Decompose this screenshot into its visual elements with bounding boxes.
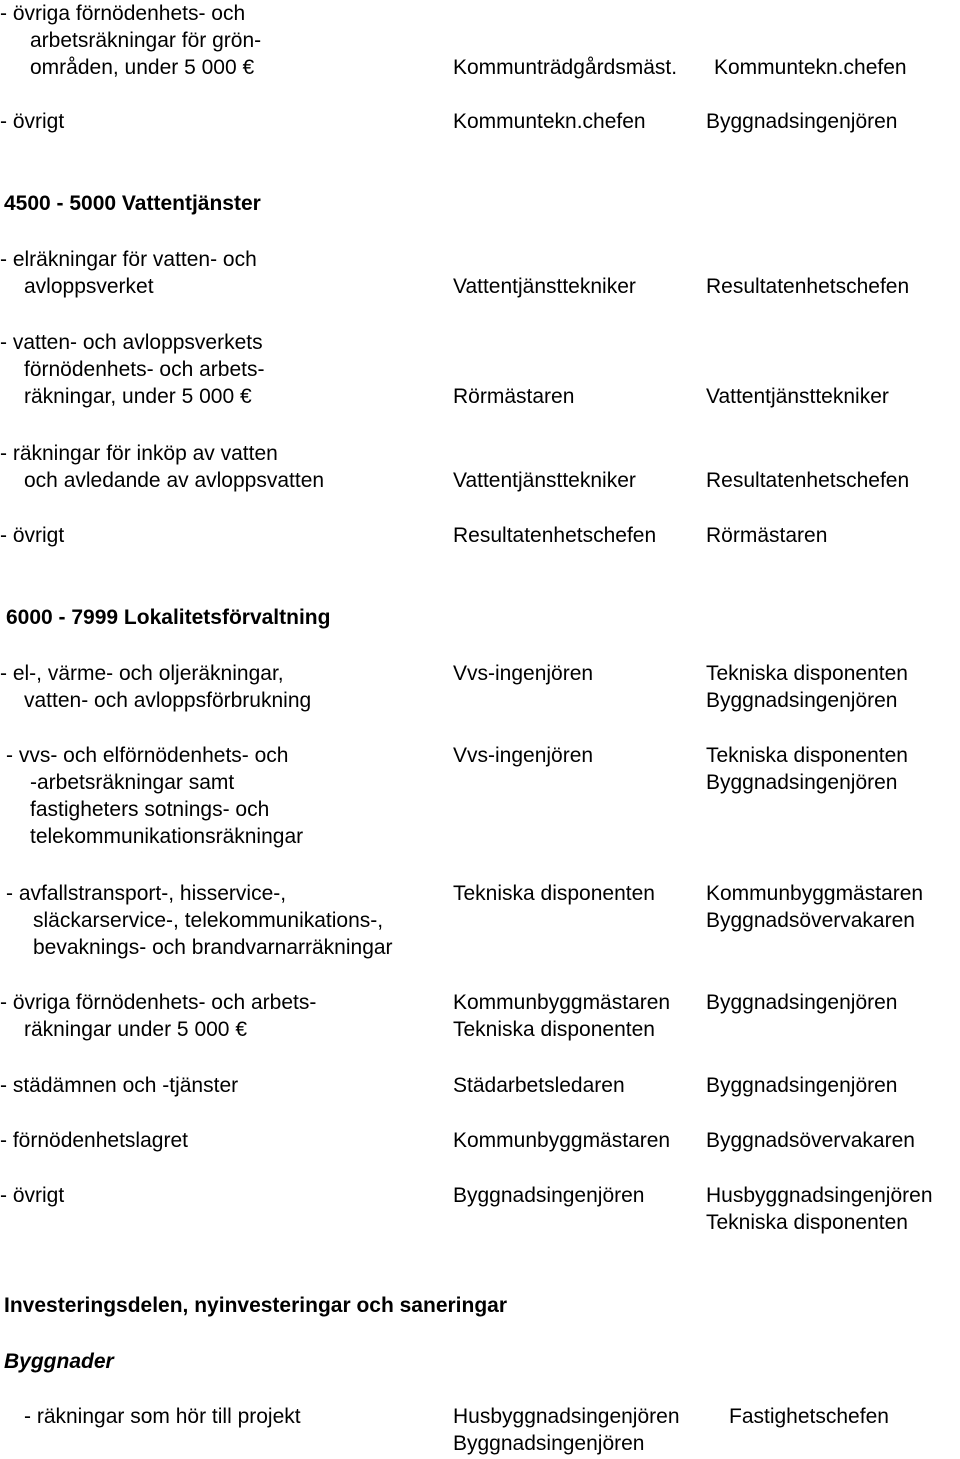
approver-col: Vvs-ingenjören (453, 744, 594, 767)
row-desc-line: släckarservice-, telekommunikations-, (33, 909, 384, 932)
deputy-col: Kommunbyggmästaren (706, 882, 924, 905)
row-desc-line: - övrigt (0, 524, 65, 547)
row-desc-line: - övriga förnödenhets- och (0, 2, 246, 25)
row-desc-line: vatten- och avloppsförbrukning (24, 689, 312, 712)
deputy-col: Byggnadsingenjören (706, 110, 898, 133)
deputy-col: Byggnadsingenjören (706, 771, 898, 794)
deputy-col: Byggnadsingenjören (706, 991, 898, 1014)
deputy-col: Tekniska disponenten (706, 1211, 908, 1234)
row-desc-line: - räkningar som hör till projekt (24, 1405, 301, 1428)
row-desc-line: räkningar, under 5 000 € (24, 385, 252, 408)
row-desc-line: bevaknings- och brandvarnarräkningar (33, 936, 393, 959)
approver-col: Kommuntekn.chefen (453, 110, 646, 133)
row-desc-line: - övrigt (0, 110, 65, 133)
row-desc-line: - räkningar för inköp av vatten (0, 442, 278, 465)
row-desc-line: - övrigt (0, 1184, 65, 1207)
row-desc-line: - elräkningar för vatten- och (0, 248, 257, 271)
deputy-col: Tekniska disponenten (706, 662, 908, 685)
row-desc-line: räkningar under 5 000 € (24, 1018, 247, 1041)
deputy-col: Resultatenhetschefen (706, 275, 910, 298)
row-desc-line: - el-, värme- och oljeräkningar, (0, 662, 284, 685)
approver-col: Tekniska disponenten (453, 1018, 655, 1041)
approver-col: Vattentjänsttekniker (453, 275, 636, 298)
approver-col: Vattentjänsttekniker (453, 469, 636, 492)
approver-col: Kommunbyggmästaren (453, 991, 671, 1014)
subsection-heading: Byggnader (4, 1350, 114, 1373)
row-desc-line: - vatten- och avloppsverkets (0, 331, 263, 354)
approver-col: Resultatenhetschefen (453, 524, 657, 547)
deputy-col: Tekniska disponenten (706, 744, 908, 767)
row-desc-line: områden, under 5 000 € (30, 56, 255, 79)
row-desc-line: - övriga förnödenhets- och arbets- (0, 991, 317, 1014)
row-desc-line: - avfallstransport-, hisservice-, (6, 882, 287, 905)
row-desc-line: telekommunikationsräkningar (30, 825, 304, 848)
deputy-col: Byggnadsövervakaren (706, 1129, 915, 1152)
approver-col: Byggnadsingenjören (453, 1432, 645, 1455)
deputy-col: Husbyggnadsingenjören (706, 1184, 933, 1207)
deputy-col: Resultatenhetschefen (706, 469, 910, 492)
section-heading: 6000 - 7999 Lokalitetsförvaltning (6, 606, 331, 629)
row-desc-line: och avledande av avloppsvatten (24, 469, 325, 492)
deputy-col: Byggnadsingenjören (706, 1074, 898, 1097)
section-heading: Investeringsdelen, nyinvesteringar och saneringar (4, 1294, 508, 1317)
approver-col: Städarbetsledaren (453, 1074, 625, 1097)
approver-col: Kommunträdgårdsmäst. (453, 56, 678, 79)
row-desc-line: -arbetsräkningar samt (30, 771, 235, 794)
deputy-col: Byggnadsingenjören (706, 689, 898, 712)
approver-col: Husbyggnadsingenjören (453, 1405, 680, 1428)
deputy-col: Kommuntekn.chefen (714, 56, 907, 79)
approver-col: Kommunbyggmästaren (453, 1129, 671, 1152)
approver-col: Rörmästaren (453, 385, 575, 408)
deputy-col: Fastighetschefen (729, 1405, 889, 1428)
row-desc-line: fastigheters sotnings- och (30, 798, 270, 821)
deputy-col: Vattentjänsttekniker (706, 385, 889, 408)
section-heading: 4500 - 5000 Vattentjänster (4, 192, 261, 215)
row-desc-line: arbetsräkningar för grön- (30, 29, 262, 52)
row-desc-line: - förnödenhetslagret (0, 1129, 188, 1152)
approver-col: Byggnadsingenjören (453, 1184, 645, 1207)
deputy-col: Byggnadsövervakaren (706, 909, 915, 932)
approver-col: Vvs-ingenjören (453, 662, 594, 685)
approver-col: Tekniska disponenten (453, 882, 655, 905)
row-desc-line: avloppsverket (24, 275, 154, 298)
row-desc-line: förnödenhets- och arbets- (24, 358, 265, 381)
row-desc-line: - vvs- och elförnödenhets- och (6, 744, 289, 767)
deputy-col: Rörmästaren (706, 524, 828, 547)
row-desc-line: - städämnen och -tjänster (0, 1074, 239, 1097)
